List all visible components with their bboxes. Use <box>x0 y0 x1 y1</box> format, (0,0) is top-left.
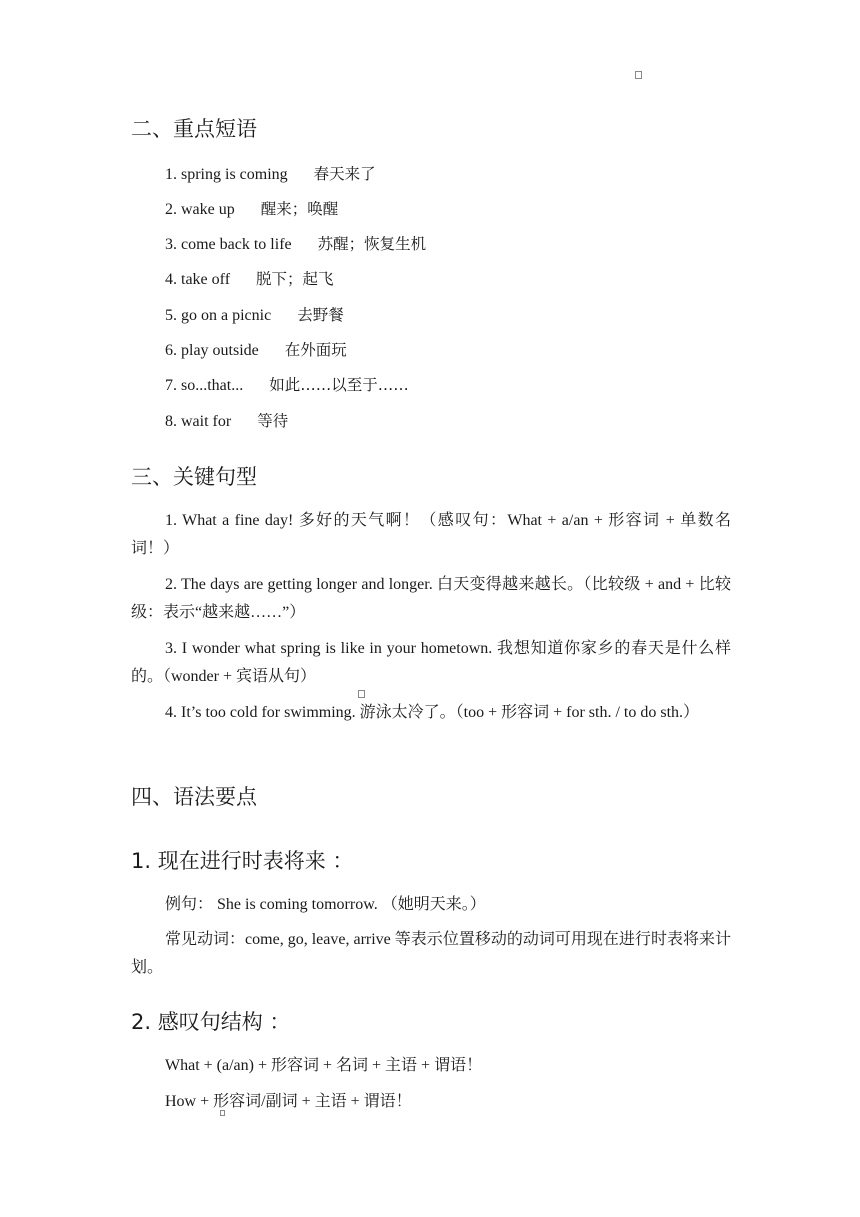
phrase-zh: 去野餐 <box>297 306 344 324</box>
phrase-item <box>165 198 338 221</box>
phrase-zh: 醒来；唤醒 <box>260 200 339 218</box>
phrase-item <box>165 304 344 327</box>
scan-mark <box>220 1110 225 1116</box>
section-title-phrases: 二、重点短语 <box>131 117 257 141</box>
phrase-en: 8. wait for <box>165 413 232 430</box>
phrase-en: 1. spring is coming <box>165 166 288 183</box>
phrase-en: 7. so...that... <box>165 377 244 394</box>
exclamation-how-structure: How + 形容词/副词 + 主语 + 谓语！ <box>165 1093 412 1110</box>
phrase-en: 2. wake up <box>165 201 235 218</box>
phrase-item <box>165 268 334 291</box>
grammar-point-title: 1. 现在进行时表将来 ： <box>131 849 354 873</box>
grammar-point-title: 2. 感叹句结构 ： <box>131 1010 291 1034</box>
phrase-item <box>165 374 409 397</box>
exclamation-what-structure: What + (a/an) + 形容词 + 名词 + 主语 + 谓语！ <box>165 1057 483 1074</box>
phrase-item <box>165 163 376 186</box>
section-title-grammar: 四、语法要点 <box>131 785 257 809</box>
phrase-en: 4. take off <box>165 271 231 288</box>
section-title-sentences: 三、关键句型 <box>131 465 257 489</box>
phrase-zh: 等待 <box>257 412 289 430</box>
sentence-pattern: 3. I wonder what spring is like in your hometown. 我想知道你家乡的春天是什么样的。（wonder + 宾语从句） <box>131 640 731 685</box>
scan-mark <box>358 690 365 698</box>
phrase-zh: 苏醒；恢复生机 <box>317 235 427 253</box>
sentence-pattern: 4. It’s too cold for swimming. 游泳太冷了。（too + 形容词 + for sth. / to do sth.） <box>165 704 700 721</box>
phrase-item <box>165 410 288 433</box>
phrase-zh: 如此……以至于…… <box>269 376 409 394</box>
scan-mark <box>635 71 642 79</box>
phrase-zh: 在外面玩 <box>284 341 347 359</box>
phrase-zh: 脱下；起飞 <box>256 270 334 288</box>
phrase-en: 5. go on a picnic <box>165 307 272 324</box>
phrase-item <box>165 339 347 362</box>
phrase-item <box>165 233 426 256</box>
phrase-zh: 春天来了 <box>313 165 376 183</box>
sentence-pattern: 2. The days are getting longer and longer. 白天变得越来越长。（比较级 + and + 比较级：表示“越来越……”） <box>131 576 731 621</box>
grammar-note: 常见动词：come, go, leave, arrive 等表示位置移动的动词可用现在进行时表将来计划。 <box>131 931 731 976</box>
example-sentence: 例句： She is coming tomorrow. （她明天来。） <box>165 896 486 913</box>
phrase-en: 6. play outside <box>165 342 259 359</box>
phrase-en: 3. come back to life <box>165 236 292 253</box>
sentence-pattern: 1. What a fine day! 多好的天气啊！（感叹句：What + a/an + 形容词 + 单数名词！） <box>131 512 731 557</box>
